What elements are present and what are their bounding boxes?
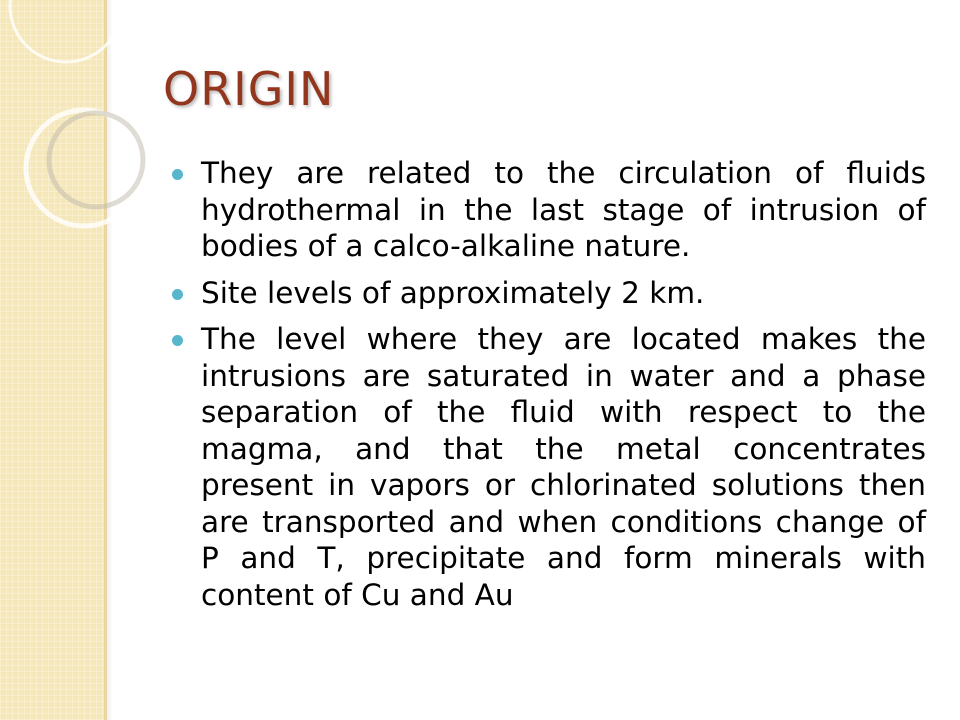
decorative-side-band bbox=[0, 0, 104, 720]
bullet-text: Site levels of approximately 2 km. bbox=[201, 275, 705, 310]
bullet-marker-icon bbox=[172, 289, 183, 300]
side-band-shadow bbox=[107, 0, 113, 720]
bullet-item bbox=[170, 321, 926, 613]
bullet-marker-icon bbox=[172, 335, 183, 346]
bullet-item bbox=[170, 155, 926, 265]
bullet-text: The level where they are located makes the intrusions are saturated in water and a phase separation of the fluid with respect to the magma, and that the metal concentrates present in vapors or chlorinated solutions then are transported and when conditions change of P and T, precipitate and form minerals with content of Cu and Au bbox=[201, 322, 926, 612]
bullet-marker-icon bbox=[172, 169, 183, 180]
bullet-text: They are related to the circulation of fluids hydrothermal in the last stage of intrusion of bodies of a calco-alkaline nature. bbox=[201, 156, 926, 263]
slide-title: ORIGIN bbox=[163, 62, 335, 116]
bullet-list bbox=[170, 155, 926, 623]
bullet-item bbox=[170, 275, 926, 312]
